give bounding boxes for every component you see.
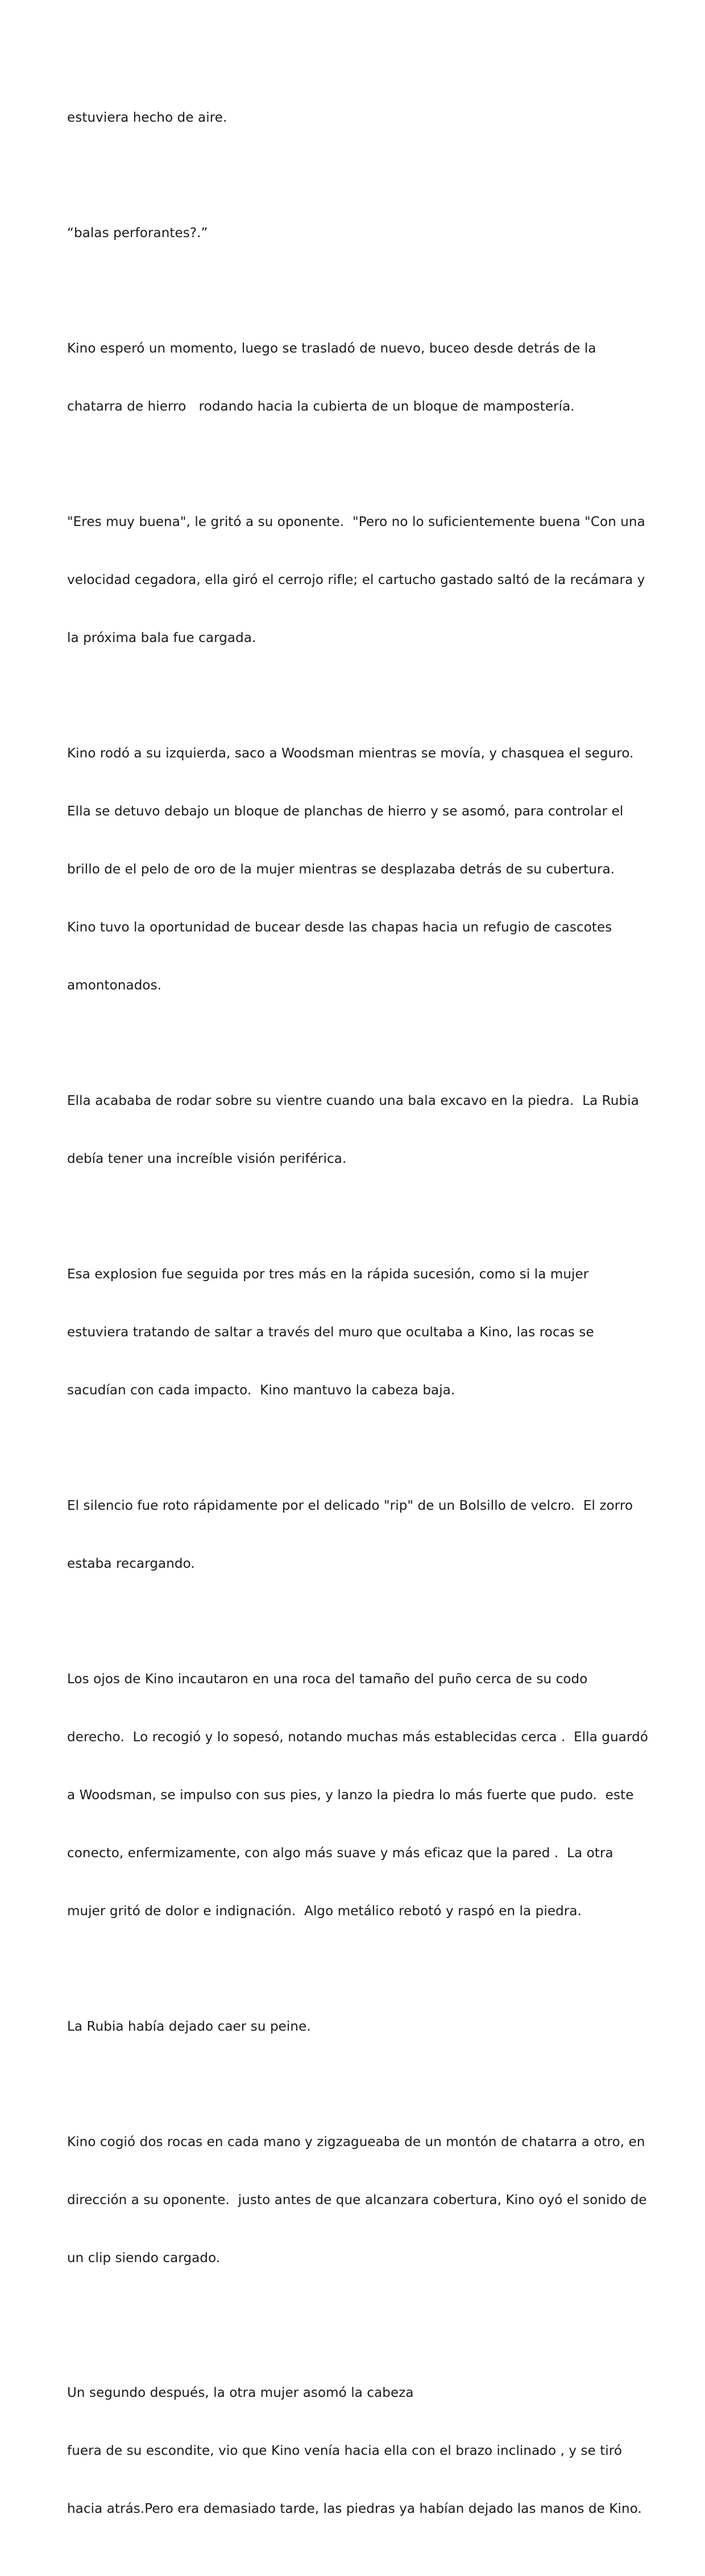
text-line: estaba recargando.	[67, 1556, 195, 1571]
paragraph	[67, 1457, 653, 1612]
text-line: fuera de su escondite, vio que Kino venía hacia ella con el brazo inclinado , y se tiró	[67, 2444, 623, 2458]
paragraph	[67, 185, 653, 281]
paragraph	[67, 1978, 653, 2075]
text-line: la próxima bala fue cargada.	[67, 631, 256, 645]
text-line: Ella acababa de rodar sobre su vientre cuando una bala excavo en la piedra. La Rubia	[67, 1094, 639, 1108]
text-line: mujer gritó de dolor e indignación. Algo metálico rebotó y raspó en la piedra.	[67, 1904, 582, 1919]
text-line: conecto, enfermizamente, con algo más suave y más eficaz que la pared . La otra	[67, 1846, 613, 1861]
text-line: La Rubia había dejado caer su peine.	[67, 2019, 311, 2034]
paragraph	[67, 1053, 653, 1207]
text-line: a Woodsman, se impulso con sus pies, y lanzo la piedra lo más fuerte que pudo. este	[67, 1788, 634, 1803]
text-line: derecho. Lo recogió y lo sopesó, notando muchas más establecidas cerca . Ella guardó	[67, 1730, 648, 1745]
paragraph	[67, 2094, 653, 2306]
paragraph	[67, 705, 653, 1034]
paragraph	[67, 69, 653, 166]
paragraph	[67, 2345, 653, 2557]
text-line: chatarra de hierro rodando hacia la cubierta de un bloque de mampostería.	[67, 399, 575, 414]
text-line: Ella se detuvo debajo un bloque de planchas de hierro y se asomó, para controlar el	[67, 804, 624, 819]
text-line: Kino rodó a su izquierda, saco a Woodsman mientras se movía, y chasquea el seguro.	[67, 746, 634, 761]
document-body	[67, 69, 653, 2576]
text-line: Los ojos de Kino incautaron en una roca del tamaño del puño cerca de su codo	[67, 1672, 588, 1687]
text-line: estuviera tratando de saltar a través del muro que ocultaba a Kino, las rocas se	[67, 1325, 594, 1340]
text-line: “balas perforantes?.”	[67, 226, 208, 241]
text-line: un clip siendo cargado.	[67, 2251, 221, 2266]
paragraph	[67, 300, 653, 455]
paragraph	[67, 474, 653, 686]
text-line: velocidad cegadora, ella giró el cerrojo rifle; el cartucho gastado saltó de la recámara y	[67, 573, 645, 587]
text-line: Kino cogió dos rocas en cada mano y zigzagueaba de un montón de chatarra a otro, en	[67, 2135, 645, 2150]
text-line: Kino esperó un momento, luego se trasladó de nuevo, buceo desde detrás de la	[67, 341, 596, 356]
text-line: estuviera hecho de aire.	[67, 110, 227, 125]
text-line: Esa explosion fue seguida por tres más en la rápida sucesión, como si la mujer	[67, 1267, 589, 1282]
paragraph	[67, 1631, 653, 1960]
text-line: amontonados.	[67, 978, 162, 993]
text-line: brillo de el pelo de oro de la mujer mientras se desplazaba detrás de su cubertura.	[67, 862, 615, 877]
text-line: sacudían con cada impacto. Kino mantuvo la cabeza baja.	[67, 1383, 455, 1398]
text-line: El silencio fue roto rápidamente por el delicado "rip" de un Bolsillo de velcro. El zorro	[67, 1498, 633, 1513]
paragraph	[67, 1226, 653, 1439]
text-line: dirección a su oponente. justo antes de que alcanzara cobertura, Kino oyó el sonido de	[67, 2193, 647, 2208]
text-line: Un segundo después, la otra mujer asomó la cabeza	[67, 2386, 414, 2400]
text-line: debía tener una increíble visión periférica.	[67, 1152, 347, 1166]
text-line: "Eres muy buena", le gritó a su oponente. "Pero no lo suficientemente buena "Con una	[67, 515, 645, 529]
text-line: hacia atrás.Pero era demasiado tarde, las piedras ya habían dejado las manos de Kino.	[67, 2502, 642, 2516]
text-line: Kino tuvo la oportunidad de bucear desde las chapas hacia un refugio de cascotes	[67, 920, 612, 935]
